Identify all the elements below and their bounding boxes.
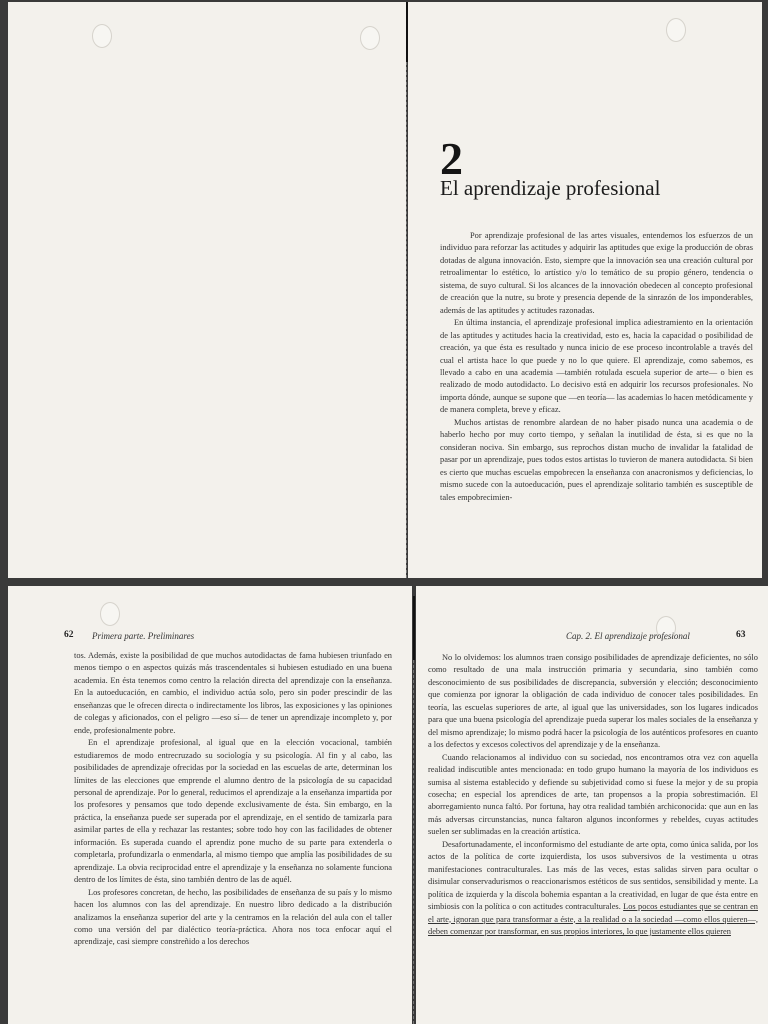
spine-line-bottom — [413, 660, 415, 1024]
page-body-text — [428, 652, 758, 1024]
page-body-text — [74, 650, 392, 1022]
underlined-text: Los pocos estudiantes que se centran en el arte, ignoran que para transformar a éste, a la realidad o a la sociedad —como ellos quieren—, deben comenzar por transformar, en sus propios interiores, lo que justamente ellos quieren — [428, 902, 758, 936]
spine-fold-top — [406, 2, 408, 62]
paragraph: tos. Además, existe la posibilidad de que muchos autodidactas de fama hubiesen triunfado en menos tiempo o en aspectos quizás más trascendentales si hubiesen estudiado en una buena academia. En ésta tenemos como centro la relación directa del aprendizaje con la enseñanza. En la autoeducación, en cambio, el individuo actúa solo, pero sin poder prescindir de las enseñanzas que le ofrecen directa o indirectamente los libros, las exposiciones y las opiniones de colegas y aficionados, con el peligro —eso sí— de tener un aprendizaje incompleto y, por ende, profesionalmente pobre. — [74, 651, 392, 735]
page-number: 63 — [736, 630, 746, 640]
paragraph: No lo olvidemos: los alumnos traen consigo posibilidades de aprendizaje deficientes, no sólo como resultado de una mala instrucción primaria y secundaria, sino también como desconocimiento de sus posibilidades de discrepancia, subversión y elección; desconocimiento que comienza por ignorar la obligación de cada individuo de conocer tales posibilidades. En teoría, las escuelas superiores de arte, al igual que las universidades, son los lugares indicados para que una buena psicología del aprendizaje pueda superar los males sociales de la enseñanza y del mismo aprendizaje; lo mismo podrá hacer la psicología de los auténticos profesores en cuanto a los defectos y excesos colectivos del aprendizaje y de la enseñanza. — [428, 653, 758, 750]
paragraph: Cuando relacionamos al individuo con su sociedad, nos encontramos otra vez con aquella realidad indiscutible antes mencionada: en todo grupo humano la mayoría de los individuos es sumisa al sistema establecido y defiende su subjetividad como si fuese la mejor y de su propia cosecha; en especial los aprendices de arte, tan propensos a la propia sobrestimación. El aborregamiento nunca faltó. Por fortuna, hay otra realidad también archiconocida: que aun en las más adversas circunstancias, nunca faltaron algunos inconformes y rebeldes, cuyas actitudes suelen ser sublimadas en la creación artística. — [428, 752, 758, 837]
paragraph: En el aprendizaje profesional, al igual que en la elección vocacional, también estudiaremos de modo entrecruzado su sociología y su psicología. Al fin y al cabo, las posibilidades de aprendizaje ofrecidas por la sociedad en las escuelas de arte, determinan los límites de las elecciones que emprende el alumno dentro de la psicología de su capacidad personal de aprendizaje. Por lo general, reducimos el aprendizaje a la enseñanza impartida por los profesores y pensamos que todo depende exclusivamente de ésta. Sin embargo, en la práctica, la enseñanza puede ser superada por el aprendizaje, en el sentido de tamizarla para asimilar partes de ella y rechazar las restantes; sobre todo hoy con las facilidades de obtener información. Es superada cuando el aprendiz pone mucho de su parte para extenderla o completarla, profundizarla o enmendarla, al mismo tiempo que amplía las posibilidades de su aprendizaje. La obvia reciprocidad entre el aprendizaje y la enseñanza no solamente funciona dentro de los límites de ésta, sino también dentro de las de aquél. — [74, 738, 392, 885]
running-head: Cap. 2. El aprendizaje profesional — [566, 631, 690, 641]
top-left-blank-page — [8, 2, 406, 578]
paragraph — [428, 839, 758, 939]
binder-hole — [360, 26, 380, 50]
chapter-title: El aprendizaje profesional — [440, 176, 661, 200]
binder-hole — [92, 24, 112, 48]
binder-hole — [100, 602, 120, 626]
paragraph-text: Desafortunadamente, el inconformismo del estudiante de arte opta, como única salida, por los actos de la política de corte izquierdista, los usos subversivos de la vestimenta u otras manifestaciones contraculturales. Las más de las veces, estas salidas sirven para ocultar o disimular conservadurismos o reaccionarismos estéticos de sus sentidos, sensibilidad y mente. La política de izquierda y la díscola bohemia espantan a la creatividad, en lugar de que ésta entre en simbiosis con la política o con actitudes contraculturales. — [428, 839, 758, 912]
chapter-body-text — [440, 230, 753, 564]
paragraph: Muchos artistas de renombre alardean de no haber pisado nunca una academia o de haberlo hecho por muy corto tiempo, y señalan la inutilidad de ésta, si es que no la consideran nociva. Sin embargo, sus reprochos distan mucho de invalidar la fatalidad de pasar por un aprendizaje, pues todos estos artistas lo tuvieron de manera autodidacta. Si bien es cierto que muchas escuelas empobrecen la enseñanza con anacronismos y deficiencias, lo mismo sucede con la autoeducación, pues el aprendizaje solitario también es susceptible de tales empobrecimien- — [440, 417, 753, 502]
running-head: Primera parte. Preliminares — [92, 631, 195, 641]
paragraph: En última instancia, el aprendizaje profesional implica adiestramiento en la orientación de las aptitudes y actitudes hacia la creatividad, esto es, hacia la capacidad o posibilidad de creación, ya que ésta es resultado y nunca inicio de ese proceso incontrolable a través del cual el artista hace lo que puede y no lo que quiere. El aprendizaje, como sabemos, es llevado a cabo en una academia —también rotulada escuela superior de arte— o bien es realizado de modo autodidacto. Lo decisivo está en adquirir los recursos profesionales. No importa dónde, aunque se supone que —en teoría— las academias lo hacen metódicamente y de manera completa, breve y eficaz. — [440, 318, 753, 415]
chapter-number: 2 — [440, 133, 463, 184]
spine-line-top — [406, 62, 408, 578]
spine-fold-bottom — [413, 596, 415, 660]
top-right-chapter-page — [408, 2, 762, 578]
binder-hole — [666, 18, 686, 42]
bottom-left-page-62 — [8, 586, 412, 1024]
bottom-right-page-63 — [416, 586, 768, 1024]
paragraph: Por aprendizaje profesional de las artes visuales, entendemos los esfuerzos de un individuo para reforzar las actitudes y adquirir las aptitudes que exige la producción de obras dotadas de alguna innovación. Esto, siempre que la innovación sea una creación cultural por retroalimentar lo estético, lo artístico y/o lo temático de su propio género, tendencia o sistema, de suyo cultural. Si los alcances de la innovación obedecen al concepto profesional de creación que la nutre, su brote y presencia depende de la sinrazón de los imponderables, además de las aptitudes y actitudes razonadas. — [440, 231, 753, 315]
page-number: 62 — [64, 630, 74, 640]
paragraph: Los profesores concretan, de hecho, las posibilidades de enseñanza de su país y lo mismo hacen los alumnos con las del aprendizaje. En nuestro libro dedicado a la distribución analizamos la enseñanza superior del arte y la centramos en la relación del aula con el taller como una versión del par dialéctico teoría-práctica. Ahora nos toca enfocar aquí el aprendizaje, casi siempre constreñido a los derechos — [74, 887, 392, 947]
